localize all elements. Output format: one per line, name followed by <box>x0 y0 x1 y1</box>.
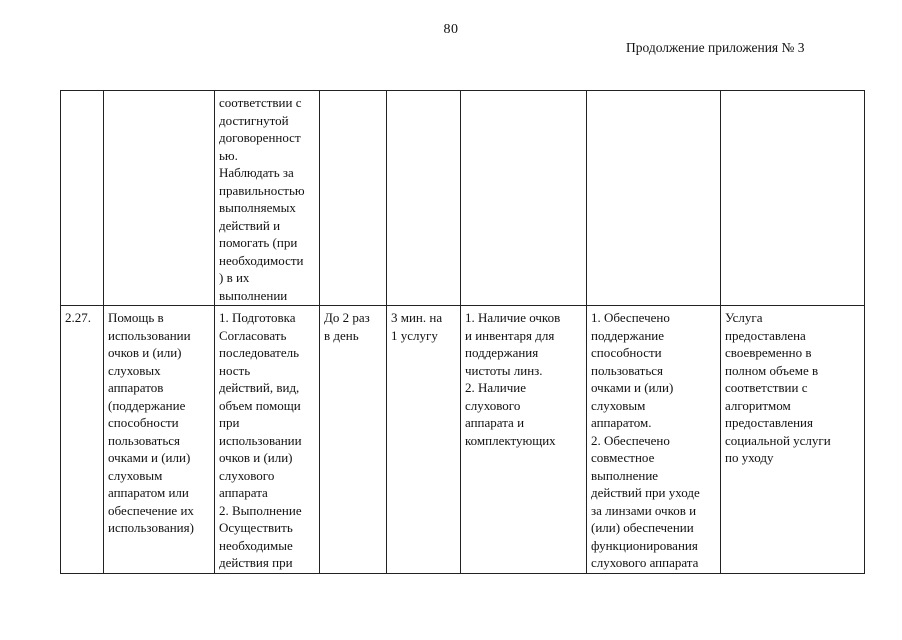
cell-text-line: за линзами очков и <box>591 502 697 518</box>
cell-text-line: предоставления <box>725 415 813 430</box>
cell-text-line: выполнении <box>219 287 288 303</box>
cell-service-description <box>215 91 320 306</box>
cell-text-line: функционирования <box>591 537 698 553</box>
cell-text-line: 1. Подготовка <box>219 310 296 325</box>
cell-text-line: способности <box>108 415 179 430</box>
cell-text-line: Услуга <box>725 310 763 325</box>
cell-text-line: пользоваться <box>108 432 181 448</box>
cell-text-line: действий, вид, <box>219 380 300 395</box>
cell-text-line: использовании <box>219 432 302 448</box>
cell-quality-indicators <box>587 91 721 306</box>
cell-text-line: 2.27. <box>65 310 91 325</box>
cell-text-line: 2. Выполнение <box>219 502 302 518</box>
cell-text-line: и инвентаря для <box>465 327 555 343</box>
cell-text-line: слуховым <box>108 467 163 483</box>
cell-text-line: использовании <box>108 327 191 343</box>
cell-text-line: объем помощи <box>219 397 301 413</box>
table-row <box>61 306 865 574</box>
page-number: 80 <box>443 22 459 37</box>
cell-text-line: способности <box>591 345 662 360</box>
cell-evaluation <box>721 306 865 574</box>
cell-text-line: очков и (или) <box>219 450 293 465</box>
cell-quality-indicators <box>587 306 721 574</box>
cell-text-line: соответствии с <box>219 95 302 110</box>
cell-conditions <box>461 306 587 574</box>
cell-text-line: слухового <box>219 467 275 483</box>
cell-text-line: аппаратом. <box>591 415 652 430</box>
cell-text-line: поддержания <box>465 345 539 360</box>
cell-text-line: правильностью <box>219 182 305 198</box>
cell-text-line: очками и (или) <box>108 450 191 465</box>
table-row <box>61 91 865 306</box>
cell-text-line: действий и <box>219 217 281 233</box>
cell-text-line: 1 услугу <box>391 327 438 343</box>
cell-text-line: Наблюдать за <box>219 165 294 180</box>
cell-text-line: своевременно в <box>725 345 812 360</box>
cell-text-line: соответствии с <box>725 380 808 395</box>
cell-text-line: при <box>219 415 240 430</box>
cell-text-line: полном объеме в <box>725 362 819 378</box>
cell-service-name <box>104 91 215 306</box>
cell-text-line: достигнутой <box>219 112 289 128</box>
cell-text-line: необходимости <box>219 252 304 268</box>
cell-text-line: 2. Обеспечено <box>591 432 670 448</box>
cell-text-line: ность <box>219 362 251 378</box>
cell-text-line: 1. Наличие очков <box>465 310 561 325</box>
cell-text-line: чистоты линз. <box>465 362 543 378</box>
cell-evaluation <box>721 91 865 306</box>
cell-text-line: 3 мин. на <box>391 310 443 325</box>
services-table <box>60 90 865 574</box>
cell-text-line: последователь <box>219 345 300 360</box>
cell-text-line: очками и (или) <box>591 380 674 395</box>
cell-number <box>61 306 104 574</box>
cell-text-line: слухового <box>465 397 521 413</box>
cell-text-line: аппарата и <box>465 415 525 430</box>
appendix-continuation-note: Продолжение приложения № 3 <box>626 40 805 55</box>
cell-text-line: ью. <box>219 147 238 163</box>
cell-text-line: действия при <box>219 555 293 570</box>
cell-text-line: пользоваться <box>591 362 664 378</box>
cell-duration <box>387 306 461 574</box>
cell-text-line: аппаратов <box>108 380 164 395</box>
cell-text-line: в день <box>324 327 359 343</box>
cell-text-line: аппарата <box>219 485 268 500</box>
cell-text-line: необходимые <box>219 537 293 553</box>
cell-text-line: алгоритмом <box>725 397 791 413</box>
cell-text-line: выполняемых <box>219 200 296 215</box>
cell-text-line: по уходу <box>725 450 774 465</box>
cell-text-line: Помощь в <box>108 310 164 325</box>
cell-text-line: использования) <box>108 520 194 535</box>
cell-text-line: помогать (при <box>219 235 298 250</box>
cell-text-line: действий при уходе <box>591 485 700 500</box>
cell-text-line: (поддержание <box>108 397 186 413</box>
cell-text-line: слуховым <box>591 397 646 413</box>
cell-service-name <box>104 306 215 574</box>
cell-number <box>61 91 104 306</box>
cell-text-line: комплектующих <box>465 432 556 448</box>
cell-text-line: слухового аппарата <box>591 555 699 570</box>
cell-conditions <box>461 91 587 306</box>
cell-text-line: ) в их <box>219 270 250 285</box>
cell-service-description <box>215 306 320 574</box>
cell-text-line: До 2 раз <box>324 310 370 325</box>
cell-text-line: очков и (или) <box>108 345 182 360</box>
cell-text-line: поддержание <box>591 327 665 343</box>
cell-text-line: договоренност <box>219 130 301 145</box>
cell-text-line: Согласовать <box>219 327 287 343</box>
cell-text-line: обеспечение их <box>108 502 194 518</box>
cell-text-line: (или) обеспечении <box>591 520 694 535</box>
cell-text-line: 1. Обеспечено <box>591 310 670 325</box>
cell-text-line: выполнение <box>591 467 659 483</box>
cell-text-line: аппаратом или <box>108 485 189 500</box>
cell-text-line: Осуществить <box>219 520 293 535</box>
cell-text-line: предоставлена <box>725 327 806 343</box>
cell-duration <box>387 91 461 306</box>
cell-text-line: совместное <box>591 450 655 465</box>
cell-frequency <box>320 306 387 574</box>
cell-text-line: слуховых <box>108 362 161 378</box>
cell-frequency <box>320 91 387 306</box>
cell-text-line: 2. Наличие <box>465 380 526 395</box>
cell-text-line: социальной услуги <box>725 432 831 448</box>
